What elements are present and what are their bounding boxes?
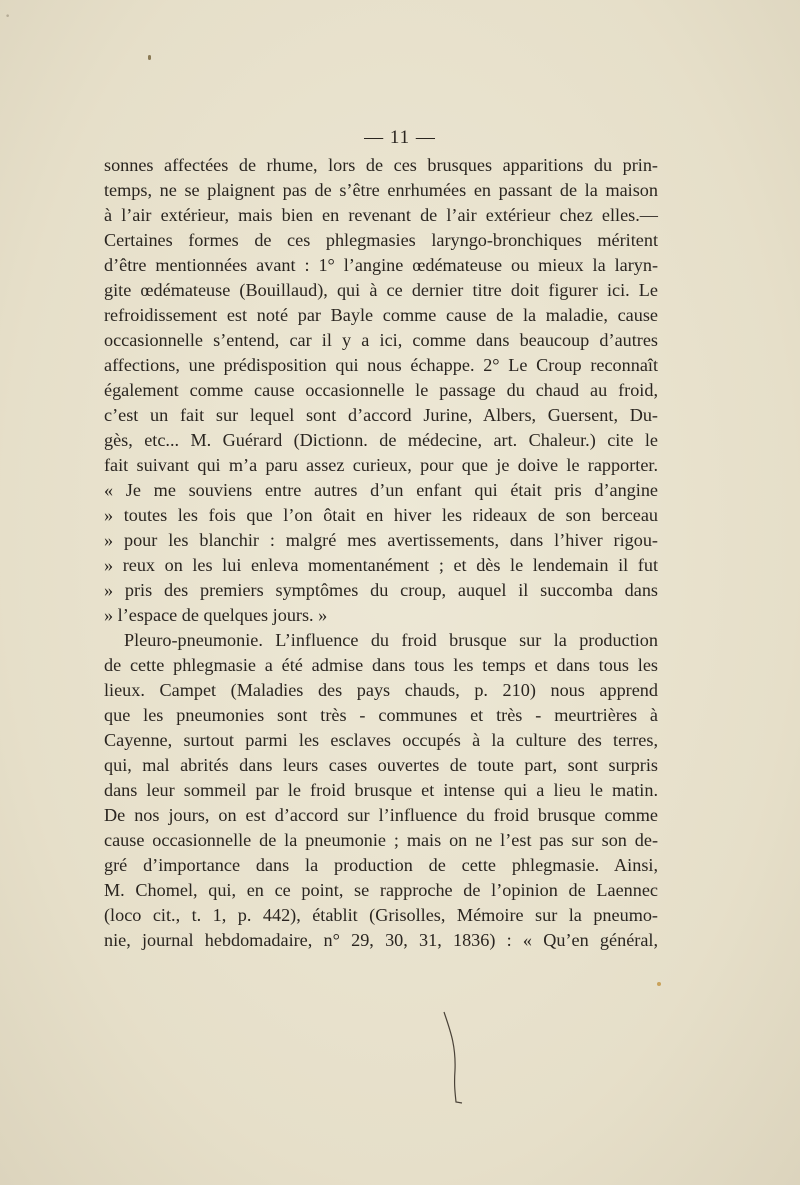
page-number: — 11 —: [364, 127, 436, 148]
stain-spot: [657, 982, 661, 986]
text-line: gès, etc... M. Guérard (Dictionn. de médecine, art. Chaleur.) cite le: [104, 430, 658, 450]
text-line: cause occasionnelle de la pneumonie ; mais on ne l’est pas sur son de-: [104, 830, 658, 850]
text-line: que les pneumonies sont très - communes et très - meurtrières à: [104, 705, 658, 725]
text-line: occasionnelle s’entend, car il y a ici, comme dans beaucoup d’autres: [104, 330, 658, 350]
quote-line: » reux on les lui enleva momentanément ; et dès le lendemain il fut: [104, 555, 658, 575]
text-line: affections, une prédisposition qui nous échappe. 2° Le Croup reconnaît: [104, 355, 658, 375]
corner-mark: •: [5, 12, 11, 22]
pen-stroke-mark: [440, 1010, 470, 1105]
text-line: nie, journal hebdomadaire, n° 29, 30, 31, 1836) : « Qu’en général,: [104, 930, 658, 950]
text-line: Pleuro-pneumonie. L’influence du froid brusque sur la production: [124, 630, 658, 650]
quote-line: » l’espace de quelques jours. »: [104, 605, 328, 625]
text-line: lieux. Campet (Maladies des pays chauds, p. 210) nous apprend: [104, 680, 658, 700]
text-line: d’être mentionnées avant : 1° l’angine œdémateuse ou mieux la laryn-: [104, 255, 658, 275]
text-line: qui, mal abrités dans leurs cases ouvertes de toute part, sont surpris: [104, 755, 658, 775]
text-line: dans leur sommeil par le froid brusque et intense qui a lieu le matin.: [104, 780, 658, 800]
quote-line: » pris des premiers symptômes du croup, auquel il succomba dans: [104, 580, 658, 600]
text-line: de cette phlegmasie a été admise dans tous les temps et dans tous les: [104, 655, 658, 675]
text-line: sonnes affectées de rhume, lors de ces brusques apparitions du prin-: [104, 155, 658, 175]
ink-speck: [148, 55, 151, 60]
body-text: [104, 153, 658, 953]
text-line: à l’air extérieur, mais bien en revenant de l’air extérieur chez elles.—: [104, 205, 658, 225]
text-line: gré d’importance dans la production de cette phlegmasie. Ainsi,: [104, 855, 658, 875]
quote-line: « Je me souviens entre autres d’un enfant qui était pris d’angine: [104, 480, 658, 500]
text-line: De nos jours, on est d’accord sur l’influence du froid brusque comme: [104, 805, 658, 825]
text-line: Certaines formes de ces phlegmasies laryngo-bronchiques méritent: [104, 230, 658, 250]
quote-line: » pour les blanchir : malgré mes avertissements, dans l’hiver rigou-: [104, 530, 658, 550]
text-line: c’est un fait sur lequel sont d’accord Jurine, Albers, Guersent, Du-: [104, 405, 658, 425]
text-line: également comme cause occasionnelle le passage du chaud au froid,: [104, 380, 658, 400]
text-line: M. Chomel, qui, en ce point, se rapproche de l’opinion de Laennec: [104, 880, 658, 900]
quote-line: » toutes les fois que l’on ôtait en hiver les rideaux de son berceau: [104, 505, 658, 525]
text-line: gite œdémateuse (Bouillaud), qui à ce dernier titre doit figurer ici. Le: [104, 280, 658, 300]
text-line: (loco cit., t. 1, p. 442), établit (Grisolles, Mémoire sur la pneumo-: [104, 905, 658, 925]
text-line: fait suivant qui m’a paru assez curieux, pour que je doive le rapporter.: [104, 455, 658, 475]
text-line: Cayenne, surtout parmi les esclaves occupés à la culture des terres,: [104, 730, 658, 750]
text-line: refroidissement est noté par Bayle comme cause de la maladie, cause: [104, 305, 658, 325]
text-line: temps, ne se plaignent pas de s’être enrhumées en passant de la maison: [104, 180, 658, 200]
